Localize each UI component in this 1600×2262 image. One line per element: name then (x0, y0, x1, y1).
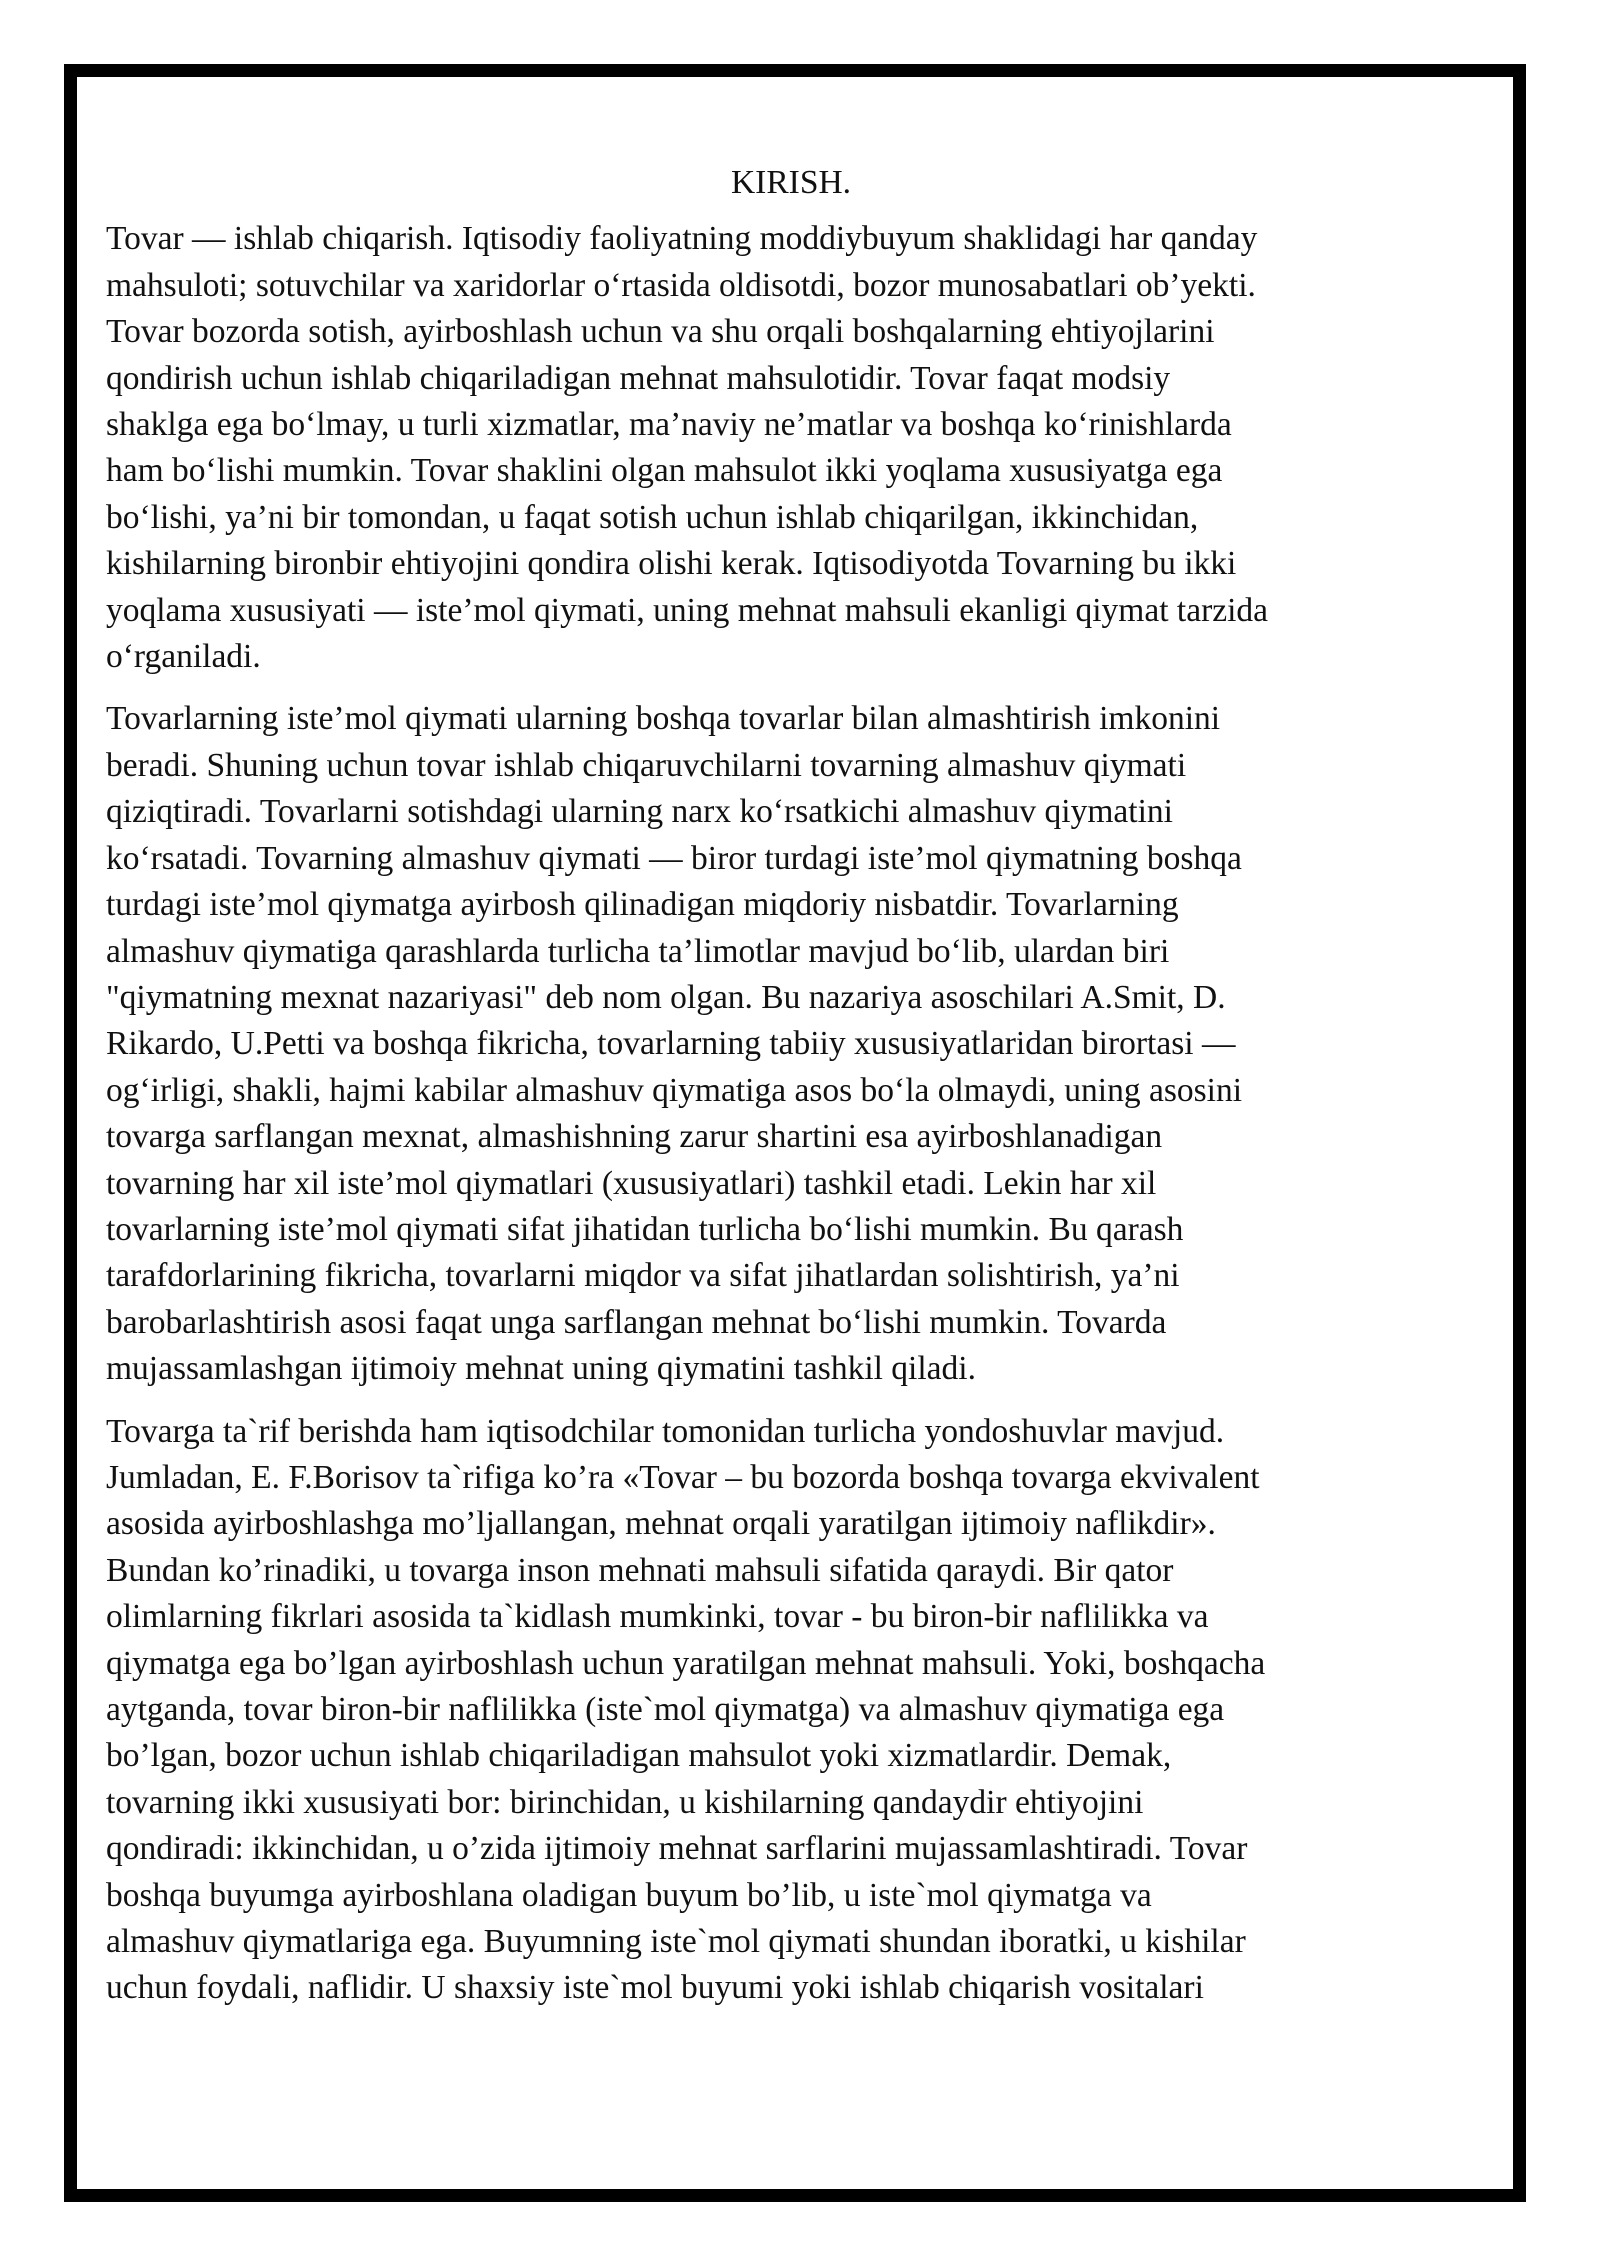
text-line: Tovar — ishlab chiqarish. Iqtisodiy faoliyatning moddiybuyum shaklidagi har qanday (106, 220, 1258, 258)
text-line: qondiradi: ikkinchidan, u o’zida ijtimoiy mehnat sarflarini mujassamlashtiradi. Tovar (106, 1830, 1248, 1868)
text-line: aytganda, tovar biron-bir naflilikka (iste`mol qiymatga) va almashuv qiymatiga ega (106, 1691, 1225, 1728)
text-line: tovarning har xil iste’mol qiymatlari (xususiyatlari) tashkil etadi. Lekin har xil (106, 1164, 1157, 1202)
text-line: olimlarning fikrlari asosida ta`kidlash mumkinki, tovar - bu biron-bir naflilikka va (106, 1598, 1209, 1636)
text-line: Rikardo, U.Petti va boshqa fikricha, tovarlarning tabiiy xususiyatlaridan birortasi — (106, 1025, 1236, 1063)
text-line: bo‘lishi, ya’ni bir tomondan, u faqat sotish uchun ishlab chiqarilgan, ikkinchidan, (106, 498, 1199, 536)
text-line: qiymatga ega bo’lgan ayirboshlash uchun yaratilgan mehnat mahsuli. Yoki, boshqacha (106, 1644, 1266, 1682)
text-line: uchun foydali, naflidir. U shaxsiy iste`mol buyumi yoki ishlab chiqarish vositalari (106, 1969, 1204, 2007)
text-line: "qiymatning mexnat nazariyasi" deb nom olgan. Bu nazariya asoschilari A.Smit, D. (106, 978, 1226, 1016)
text-line: Tovar bozorda sotish, ayirboshlash uchun va shu orqali boshqalarning ehtiyojlarini (106, 313, 1215, 351)
text-line: mahsuloti; sotuvchilar va xaridorlar o‘rtasida oldisotdi, bozor munosabatlari ob’yekti. (106, 266, 1256, 304)
text-line: almashuv qiymatiga qarashlarda turlicha ta’limotlar mavjud bo‘lib, ulardan biri (106, 932, 1170, 970)
text-line: ko‘rsatadi. Tovarning almashuv qiymati — biror turdagi iste’mol qiymatning boshqa (106, 839, 1242, 877)
text-line: turdagi iste’mol qiymatga ayirbosh qilinadigan miqdoriy nisbatdir. Tovarlarning (106, 886, 1179, 924)
text-line: almashuv qiymatlariga ega. Buyumning iste`mol qiymati shundan iboratki, u kishilar (106, 1923, 1246, 1961)
document-title: KIRISH. (730, 164, 852, 201)
text-line: tovarga sarflangan mexnat, almashishning zarur shartini esa ayirboshlanadigan (106, 1118, 1163, 1156)
paragraphs-container (106, 216, 1476, 2011)
paragraph-2 (106, 696, 1476, 1392)
text-line: mujassamlashgan ijtimoiy mehnat uning qiymatini tashkil qiladi. (106, 1350, 976, 1388)
text-line: o‘rganiladi. (106, 638, 261, 676)
paragraph-3 (106, 1409, 1476, 2012)
text-line: qondirish uchun ishlab chiqariladigan mehnat mahsulotidir. Tovar faqat modsiy (106, 359, 1171, 397)
text-line: asosida ayirboshlashga mo’ljallangan, mehnat orqali yaratilgan ijtimoiy naflikdir». (106, 1505, 1216, 1543)
text-line: yoqlama xususiyati — iste’mol qiymati, uning mehnat mahsuli ekanligi qiymat tarzida (106, 591, 1269, 629)
text-line: Jumladan, E. F.Borisov ta`rifiga ko’ra «Tovar – bu bozorda boshqa tovarga ekvivalent (106, 1458, 1260, 1496)
text-line: og‘irligi, shakli, hajmi kabilar almashuv qiymatiga asos bo‘la olmaydi, uning asosini (106, 1071, 1243, 1109)
text-line: boshqa buyumga ayirboshlana oladigan buyum bo’lib, u iste`mol qiymatga va (106, 1876, 1152, 1914)
text-line: tarafdorlarining fikricha, tovarlarni miqdor va sifat jihatlardan solishtirish, ya’ni (106, 1257, 1180, 1295)
text-line: shaklga ega bo‘lmay, u turli xizmatlar, ma’naviy ne’matlar va boshqa ko‘rinishlarda (106, 406, 1232, 444)
document-body (106, 160, 1476, 2028)
text-line: Bundan ko’rinadiki, u tovarga inson mehnati mahsuli sifatida qaraydi. Bir qator (106, 1551, 1174, 1589)
text-line: Tovarlarning iste’mol qiymati ularning boshqa tovarlar bilan almashtirish imkonini (106, 700, 1221, 738)
paragraph-1 (106, 216, 1476, 680)
text-line: Tovarga ta`rif berishda ham iqtisodchilar tomonidan turlicha yondoshuvlar mavjud. (106, 1412, 1225, 1450)
text-line: kishilarning bironbir ehtiyojini qondira olishi kerak. Iqtisodiyotda Tovarning bu ikki (106, 545, 1237, 583)
text-line: tovarlarning iste’mol qiymati sifat jihatidan turlicha bo‘lishi mumkin. Bu qarash (106, 1210, 1184, 1248)
text-line: bo’lgan, bozor uchun ishlab chiqariladigan mahsulot yoki xizmatlardir. Demak, (106, 1737, 1172, 1775)
text-line: tovarning ikki xususiyati bor: birinchidan, u kishilarning qandaydir ehtiyojini (106, 1783, 1144, 1821)
text-line: barobarlashtirish asosi faqat unga sarflangan mehnat bo‘lishi mumkin. Tovarda (106, 1303, 1167, 1341)
text-line: ham bo‘lishi mumkin. Tovar shaklini olgan mahsulot ikki yoqlama xususiyatga ega (106, 452, 1223, 490)
text-line: qiziqtiradi. Tovarlarni sotishdagi ularning narx ko‘rsatkichi almashuv qiymatini (106, 793, 1173, 831)
text-line: beradi. Shuning uchun tovar ishlab chiqaruvchilarni tovarning almashuv qiymati (106, 746, 1187, 784)
